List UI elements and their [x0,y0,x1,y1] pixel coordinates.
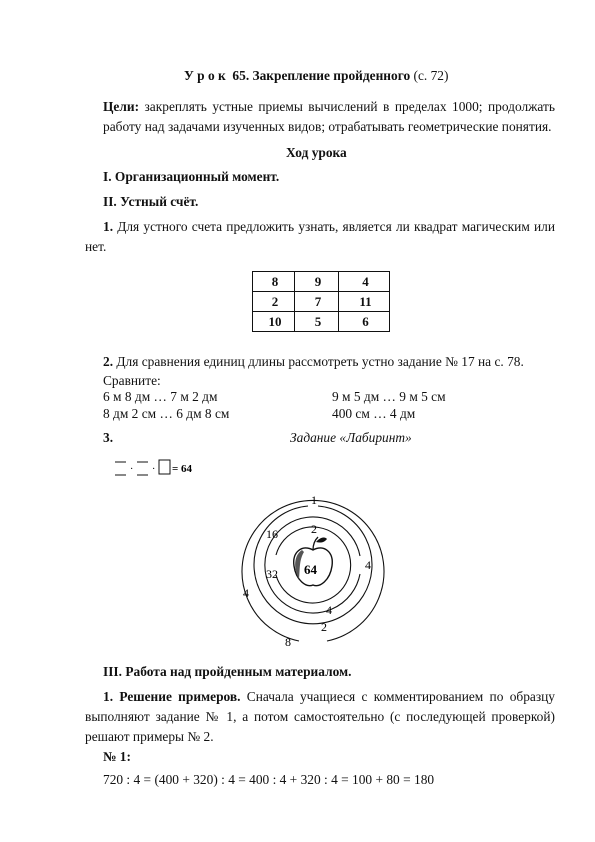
number-1-label: № 1: [103,749,131,764]
example-equation: 720 : 4 = (400 + 320) : 4 = 400 : 4 + 320 : 4 = 100 + 80 = 180 [103,772,435,787]
course-heading: Ход урока [286,145,347,160]
task2-line [103,354,524,370]
lesson-title-prefix: У р о к 65. [184,68,250,83]
compare-label: Сравните: [103,373,161,388]
magic-square-cell: 6 [339,312,390,332]
magic-square-cell: 9 [295,272,339,292]
section-oral-count: II. Устный счёт. [103,194,199,209]
labyrinth-number: 2 [321,620,327,634]
multiply-dot: · [152,464,156,475]
solving-paragraph [85,687,555,747]
solving-label: 1. Решение примеров. [103,689,241,704]
magic-square-cell: 7 [295,292,339,312]
lesson-title-page: (с. 72) [413,68,449,83]
task2-number: 2. [103,354,114,369]
labyrinth-number: 16 [266,527,278,541]
task1-text: Для устного счета предложить узнать, является ли квадрат магическим или нет. [85,219,555,254]
task3-title: Задание «Лабиринт» [290,430,412,445]
section-organizational: I. Организационный момент. [103,169,280,184]
formula-result: = 64 [172,463,193,475]
solving-text: Сначала учащиеся с комментированием по образцу выполняют задание № 1, а потом самостоятельно (с последующей проверкой) решают примеры № 2. [85,689,555,744]
magic-square-cell: 4 [339,272,390,292]
labyrinth-number: 8 [285,635,291,649]
task2-text: Для сравнения единиц длины рассмотреть устно задание № 17 на с. 78. [116,354,524,369]
blank-formula [113,457,233,481]
labyrinth-number: 1 [311,493,317,507]
section-review: III. Работа над пройденным материалом. [103,664,352,679]
compare-left-2: 8 дм 2 см … 6 дм 8 см [103,406,230,421]
compare-right-1: 9 м 5 дм … 9 м 5 см [332,389,446,404]
magic-square-table [252,271,390,332]
labyrinth-diagram [238,490,388,650]
labyrinth-center: 64 [304,562,317,577]
labyrinth-number: 4 [243,586,249,600]
magic-square-row [253,292,390,312]
multiply-dot: · [130,464,134,475]
labyrinth-number: 4 [365,558,371,572]
magic-square-cell: 11 [339,292,390,312]
lesson-title [184,68,448,84]
goals-text: закреплять устные приемы вычислений в пределах 1000; продолжать работу над задачами изученных видов; отрабатывать геометрические понятия. [103,99,555,134]
compare-right-2: 400 см … 4 дм [332,406,416,421]
magic-square-cell: 8 [253,272,295,292]
labyrinth-number: 32 [266,567,278,581]
goals-paragraph [103,97,555,137]
task1-paragraph [85,217,555,257]
task1-number: 1. [103,219,114,234]
magic-square-cell: 5 [295,312,339,332]
magic-square-row [253,312,390,332]
magic-square-row [253,272,390,292]
lesson-title-main: Закрепление пройденного [252,68,411,83]
answer-box [159,460,170,474]
magic-square-cell: 10 [253,312,295,332]
magic-square-cell: 2 [253,292,295,312]
labyrinth-number: 2 [311,522,317,536]
task3-number: 3. [103,430,114,445]
labyrinth-number: 4 [326,603,332,617]
compare-left-1: 6 м 8 дм … 7 м 2 дм [103,389,218,404]
goals-label: Цели: [103,99,140,114]
